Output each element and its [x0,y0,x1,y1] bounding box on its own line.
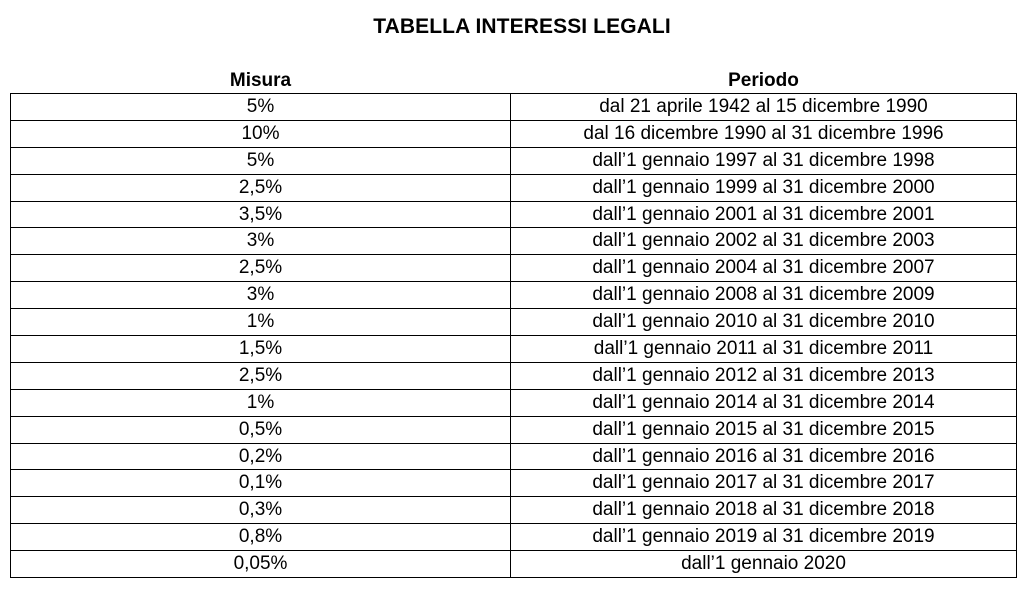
rate-cell: 1,5% [11,336,511,363]
rate-cell: 2,5% [11,362,511,389]
period-cell: dall’1 gennaio 2004 al 31 dicembre 2007 [511,255,1017,282]
period-cell: dall’1 gennaio 2017 al 31 dicembre 2017 [511,470,1017,497]
rate-cell: 0,2% [11,443,511,470]
column-header-periodo: Periodo [728,70,799,91]
table-row [11,524,1017,551]
rate-cell: 1% [11,309,511,336]
rate-cell: 2,5% [11,174,511,201]
rate-cell: 0,1% [11,470,511,497]
period-cell: dall’1 gennaio 2008 al 31 dicembre 2009 [511,282,1017,309]
period-cell: dall’1 gennaio 2014 al 31 dicembre 2014 [511,389,1017,416]
period-cell: dall’1 gennaio 2019 al 31 dicembre 2019 [511,524,1017,551]
period-cell: dall’1 gennaio 1999 al 31 dicembre 2000 [511,174,1017,201]
interest-rates-table [10,68,1017,578]
period-cell: dall’1 gennaio 1997 al 31 dicembre 1998 [511,147,1017,174]
table-body [11,94,1017,578]
table-row [11,551,1017,578]
period-cell: dal 16 dicembre 1990 al 31 dicembre 1996 [511,120,1017,147]
period-cell: dal 21 aprile 1942 al 15 dicembre 1990 [511,94,1017,121]
table-row [11,443,1017,470]
period-cell: dall’1 gennaio 2001 al 31 dicembre 2001 [511,201,1017,228]
page-title: TABELLA INTERESSI LEGALI [373,15,671,38]
rate-cell: 0,05% [11,551,511,578]
column-header-misura: Misura [229,70,292,91]
table-row [11,416,1017,443]
rate-cell: 2,5% [11,255,511,282]
table-row [11,120,1017,147]
rate-cell: 3% [11,282,511,309]
table-row [11,362,1017,389]
period-cell: dall’1 gennaio 2012 al 31 dicembre 2013 [511,362,1017,389]
table-header [11,68,1017,94]
rate-cell: 0,8% [11,524,511,551]
table-row [11,282,1017,309]
table-row [11,255,1017,282]
period-cell: dall’1 gennaio 2010 al 31 dicembre 2010 [511,309,1017,336]
table-row [11,389,1017,416]
rate-cell: 5% [11,147,511,174]
period-cell: dall’1 gennaio 2015 al 31 dicembre 2015 [511,416,1017,443]
rate-cell: 1% [11,389,511,416]
table-row [11,201,1017,228]
table-row [11,94,1017,121]
rate-cell: 10% [11,120,511,147]
table-row [11,470,1017,497]
table-row [11,228,1017,255]
rate-cell: 3% [11,228,511,255]
table-row [11,147,1017,174]
rate-cell: 0,3% [11,497,511,524]
rate-cell: 5% [11,94,511,121]
period-cell: dall’1 gennaio 2018 al 31 dicembre 2018 [511,497,1017,524]
period-cell: dall’1 gennaio 2016 al 31 dicembre 2016 [511,443,1017,470]
period-cell: dall’1 gennaio 2011 al 31 dicembre 2011 [511,336,1017,363]
table-row [11,309,1017,336]
period-cell: dall’1 gennaio 2002 al 31 dicembre 2003 [511,228,1017,255]
table-row [11,174,1017,201]
table-row [11,497,1017,524]
rate-cell: 0,5% [11,416,511,443]
table-row [11,336,1017,363]
period-cell: dall’1 gennaio 2020 [511,551,1017,578]
rate-cell: 3,5% [11,201,511,228]
header-row [11,68,1017,94]
